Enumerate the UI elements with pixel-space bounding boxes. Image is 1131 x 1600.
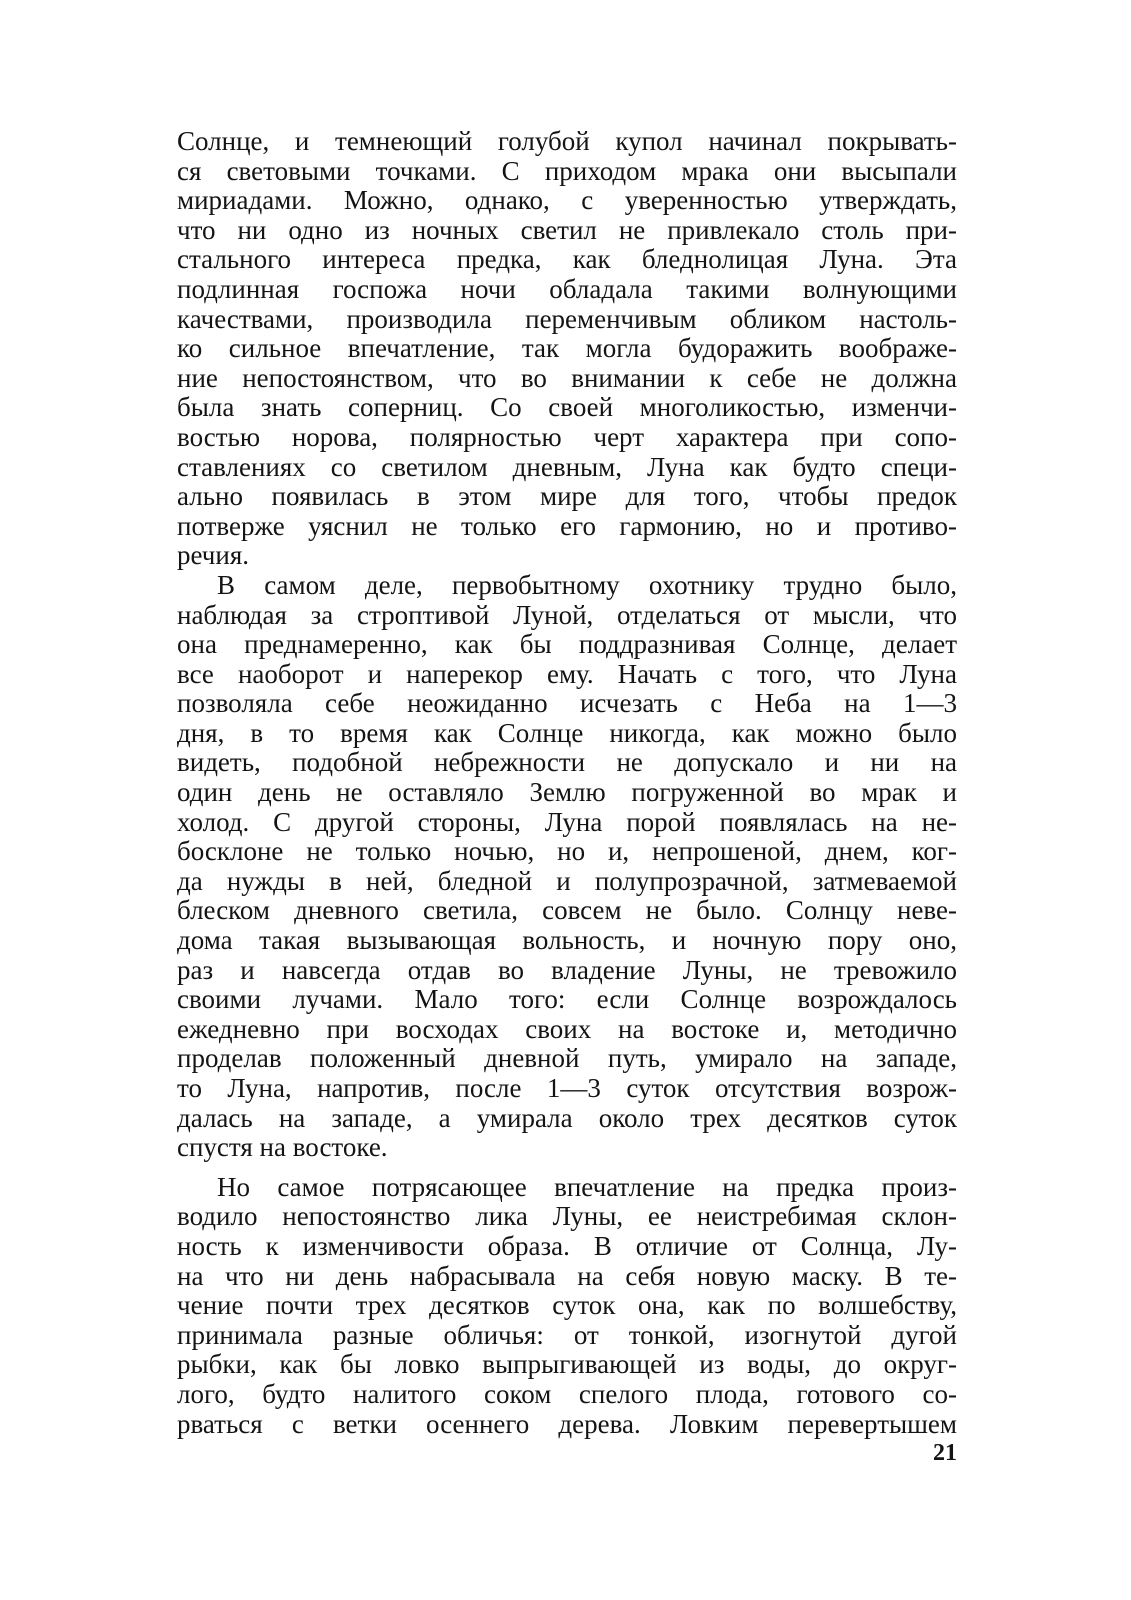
text-line: проделав положенный дневной путь, умирало на западе, (177, 1043, 957, 1074)
text-line: что ни одно из ночных светил не привлекало столь при- (177, 214, 957, 245)
text-line: ежедневно при восходах своих на востоке и, методично (177, 1013, 957, 1044)
text-line: Но самое потрясающее впечатление на предка произ- (217, 1171, 957, 1202)
text-line: В самом деле, первобытному охотнику трудно было, (217, 569, 957, 600)
text-line: на что ни день набрасывала на себя новую маску. В те- (177, 1260, 957, 1291)
text-line: своими лучами. Мало того: если Солнце возрождалось (177, 984, 957, 1015)
page-body-text (177, 127, 957, 1439)
text-line: мириадами. Можно, однако, с уверенностью утверждать, (177, 185, 957, 216)
text-line: Солнце, и темнеющий голубой купол начинал покрывать- (177, 126, 957, 156)
text-line: она преднамеренно, как бы поддразнивая Солнце, делает (177, 629, 957, 660)
text-line: спустя на востоке. (177, 1132, 388, 1163)
text-line: лого, будто налитого соком спелого плода, готового со- (177, 1378, 957, 1409)
text-line: водило непостоянство лика Луны, ее неистребимая склон- (177, 1201, 957, 1232)
text-line: была знать соперниц. Со своей многоликостью, изменчи- (177, 392, 957, 423)
text-line: принимала разные обличья: от тонкой, изогнутой дугой (177, 1319, 957, 1350)
text-line: подлинная госпожа ночи обладала такими волнующими (177, 273, 957, 304)
text-line: чение почти трех десятков суток она, как по волшебству, (177, 1290, 957, 1321)
text-line: то Луна, напротив, после 1—3 суток отсутствия возрож- (177, 1073, 957, 1103)
text-line: далась на западе, а умирала около трех десятков суток (177, 1102, 957, 1133)
text-line: наблюдая за строптивой Луной, отделаться от мысли, что (177, 599, 957, 630)
paragraph-2 (177, 571, 957, 1163)
text-line: холод. С другой стороны, Луна порой появлялась на не- (177, 806, 957, 837)
paragraph-3 (177, 1173, 957, 1439)
text-line: качествами, производила переменчивым обликом настоль- (177, 303, 957, 334)
text-line: раз и навсегда отдав во владение Луны, не тревожило (177, 954, 957, 985)
text-line: видеть, подобной небрежности не допускало и ни на (177, 747, 957, 778)
text-line: блеском дневного светила, совсем не было. Солнцу неве- (177, 895, 957, 926)
text-line: потверже уяснил не только его гармонию, но и противо- (177, 510, 957, 541)
text-line: дома такая вызывающая вольность, и ночную пору оно, (177, 925, 957, 956)
text-line: речия. (177, 540, 250, 571)
text-line: востью норова, полярностью черт характера при сопо- (177, 421, 957, 452)
page-number: 21 (933, 1440, 957, 1466)
text-line: ность к изменчивости образа. В отличие от Солнца, Лу- (177, 1230, 957, 1261)
text-line: дня, в то время как Солнце никогда, как можно было (177, 717, 957, 748)
text-line: ко сильное впечатление, так могла будоражить воображе- (177, 333, 957, 364)
text-line: ставлениях со светилом дневным, Луна как будто специ- (177, 451, 957, 482)
text-line: ально появилась в этом мире для того, чтобы предок (177, 481, 957, 512)
text-line: все наоборот и наперекор ему. Начать с того, что Луна (177, 658, 957, 689)
text-line: стального интереса предка, как бледнолицая Луна. Эта (177, 244, 957, 275)
text-line: ся световыми точками. С приходом мрака они высыпали (177, 155, 957, 186)
text-line: один день не оставляло Землю погруженной во мрак и (177, 777, 957, 808)
text-line: рваться с ветки осеннего дерева. Ловким перевертышем (177, 1408, 957, 1439)
text-line: рыбки, как бы ловко выпрыгивающей из воды, до округ- (177, 1349, 957, 1380)
text-line: да нужды в ней, бледной и полупрозрачной, затмеваемой (177, 865, 957, 896)
text-line: ние непостоянством, что во внимании к себе не должна (177, 362, 957, 393)
text-line: босклоне не только ночью, но и, непрошеной, днем, ког- (177, 836, 957, 867)
paragraph-1 (177, 127, 957, 571)
text-line: позволяла себе неожиданно исчезать с Неба на 1—3 (177, 688, 957, 719)
